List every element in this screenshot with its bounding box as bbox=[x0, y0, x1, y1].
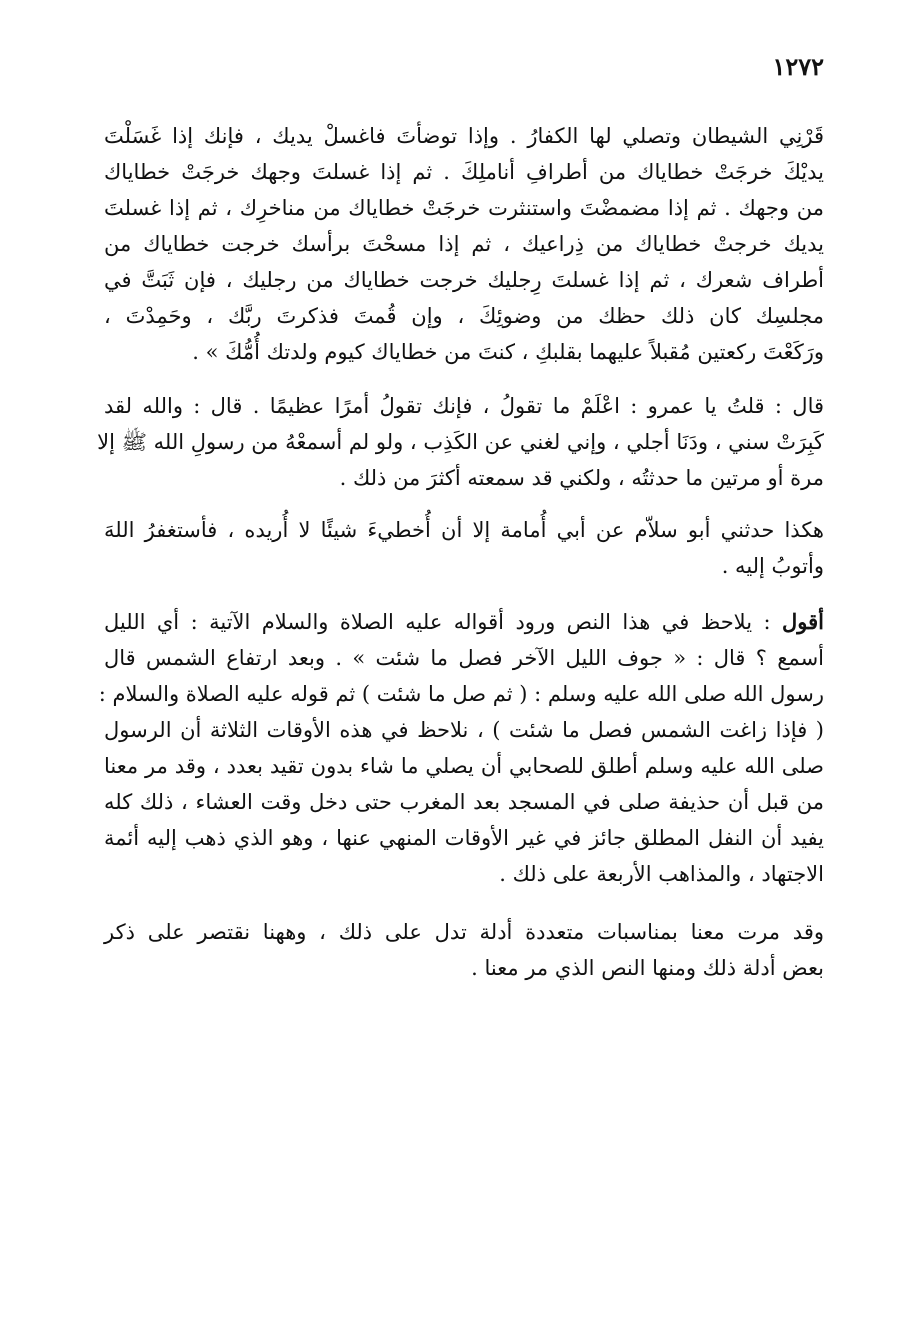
text-line: قَرْنِي الشيطان وتصلي لها الكفارُ . وإذا توضأتَ فاغسلْ يديك ، فإنك إذا غَسَلْتَ bbox=[104, 124, 824, 148]
paragraph-commentary bbox=[98, 604, 824, 892]
text-line: صلى الله عليه وسلم أطلق للصحابي أن يصلي ما شاء بدون تقيد بعدد ، وقد مر معنا bbox=[104, 754, 824, 778]
text-line: بعض أدلة ذلك ومنها النص الذي مر معنا . bbox=[471, 956, 824, 980]
text-line-rest: : يلاحظ في هذا النص ورود أقواله عليه الصلاة والسلام الآتية : أي الليل bbox=[104, 610, 783, 634]
text-line: وأتوبُ إليه . bbox=[721, 554, 824, 578]
text-line bbox=[104, 604, 824, 640]
paragraph-narrator-dialogue bbox=[97, 388, 824, 496]
text-line: كَبِرَتْ سني ، ودَنَا أجلي ، وإني لغني عن الكَذِب ، ولو لم أسمعْهُ من رسولِ الله ﷺ إلا bbox=[97, 430, 824, 454]
text-line: مرة أو مرتين ما حدثتُه ، ولكني قد سمعته أكثرَ من ذلك . bbox=[339, 466, 824, 490]
text-line: مجلسِك كان ذلك حظك من وضوئِكَ ، وإن قُمتَ فذكرتَ ربَّك ، وحَمِدْتَ ، bbox=[104, 304, 824, 328]
page-number: ١٢٧٢ bbox=[772, 52, 824, 81]
text-line: ( فإذا زاغت الشمس فصل ما شئت ) ، نلاحظ في هذه الأوقات الثلاثة أن الرسول bbox=[104, 718, 824, 742]
text-line: يديك خرجتْ خطاياك من ذِراعيك ، ثم إذا مسحْتَ برأسك خرجت خطاياك من bbox=[104, 232, 824, 256]
text-line: ورَكَعْتَ ركعتين مُقبلاً عليهما بقلبكِ ، كنتَ من خطاياك كيوم ولدتك أُمُّكَ » . bbox=[192, 340, 824, 364]
text-line: وقد مرت معنا بمناسبات متعددة أدلة تدل على ذلك ، وههنا نقتصر على ذكر bbox=[104, 920, 824, 944]
text-line: يديْكَ خرجَتْ خطاياك من أطرافِ أناملِكَ . ثم إذا غسلتَ وجهك خرجَتْ خطاياك bbox=[104, 160, 824, 184]
text-line: يفيد أن النفل المطلق جائز في غير الأوقات المنهي عنها ، وهو الذي ذهب إليه أئمة bbox=[104, 826, 824, 850]
paragraph-closing bbox=[104, 914, 824, 986]
paragraph-hadith-continuation bbox=[104, 118, 824, 370]
text-line: رسول الله صلى الله عليه وسلم : ( ثم صل ما شئت ) ثم قوله عليه الصلاة والسلام : bbox=[98, 682, 824, 706]
text-line: أطراف شعرك ، ثم إذا غسلتَ رِجليك خرجت خطاياك من رجليك ، فإن ثَبَتَّ في bbox=[104, 268, 824, 292]
paragraph-abu-sallam bbox=[104, 512, 824, 584]
text-line: أسمع ؟ قال : « جوف الليل الآخر فصل ما شئت » . وبعد ارتفاع الشمس قال bbox=[104, 646, 824, 670]
text-line: قال : قلتُ يا عمرو : اعْلَمْ ما تقولُ ، فإنك تقولُ أمرًا عظيمًا . قال : والله لقد bbox=[104, 394, 824, 418]
text-line: من قبل أن حذيفة صلى في المسجد بعد المغرب حتى دخل وقت العشاء ، ذلك كله bbox=[104, 790, 824, 814]
commentary-lead-word: أقول bbox=[782, 609, 824, 634]
text-line: من وجهك . ثم إذا مضمضْتَ واستنثرت خرجَتْ خطاياك من مناخرِك ، ثم إذا غسلتَ bbox=[104, 196, 824, 220]
text-line: الاجتهاد ، والمذاهب الأربعة على ذلك . bbox=[499, 862, 824, 886]
page-body bbox=[97, 118, 824, 1002]
text-line: هكذا حدثني أبو سلاّم عن أبي أُمامة إلا أن أُخطيءَ شيئًا لا أُريده ، فأستغفرُ اللهَ bbox=[104, 518, 824, 542]
